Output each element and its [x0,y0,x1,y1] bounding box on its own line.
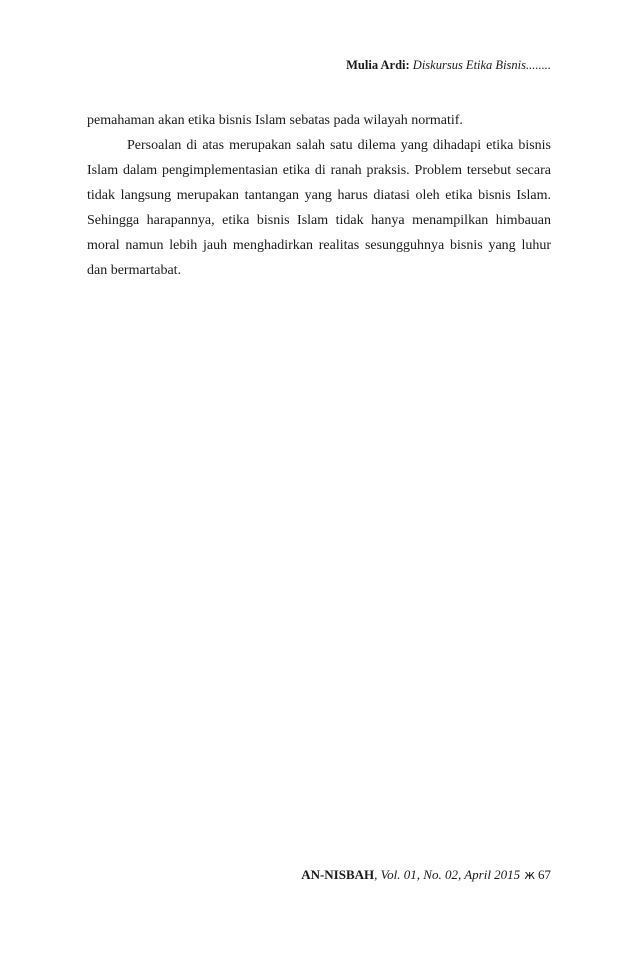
running-header [346,58,551,73]
header-author: Mulia Ardi: [346,58,410,72]
paragraph-continuation: pemahaman akan etika bisnis Islam sebatas pada wilayah normatif. [87,113,463,128]
header-title: Diskursus Etika Bisnis........ [412,58,551,72]
journal-issue: , Vol. 01, No. 02, April 2015 [374,867,521,882]
journal-name: AN-NISBAH [301,867,375,882]
paragraph: Persoalan di atas merupakan salah satu dilema yang dihadapi etika bisnis Islam dalam pengimplementasian etika di ranah praksis. Problem tersebut secara tidak langsung merupakan tantangan yang harus diatasi oleh etika bisnis Islam. Sehingga harapannya, etika bisnis Islam tidak hanya menampilkan himbauan moral namun lebih jauh menghadirkan realitas sesungguhnya bisnis yang luhur dan bermartabat. [87,138,551,278]
body-text [87,108,551,283]
running-footer [301,867,551,883]
footer-separator: ж [524,868,535,882]
page-number: 67 [538,867,551,882]
